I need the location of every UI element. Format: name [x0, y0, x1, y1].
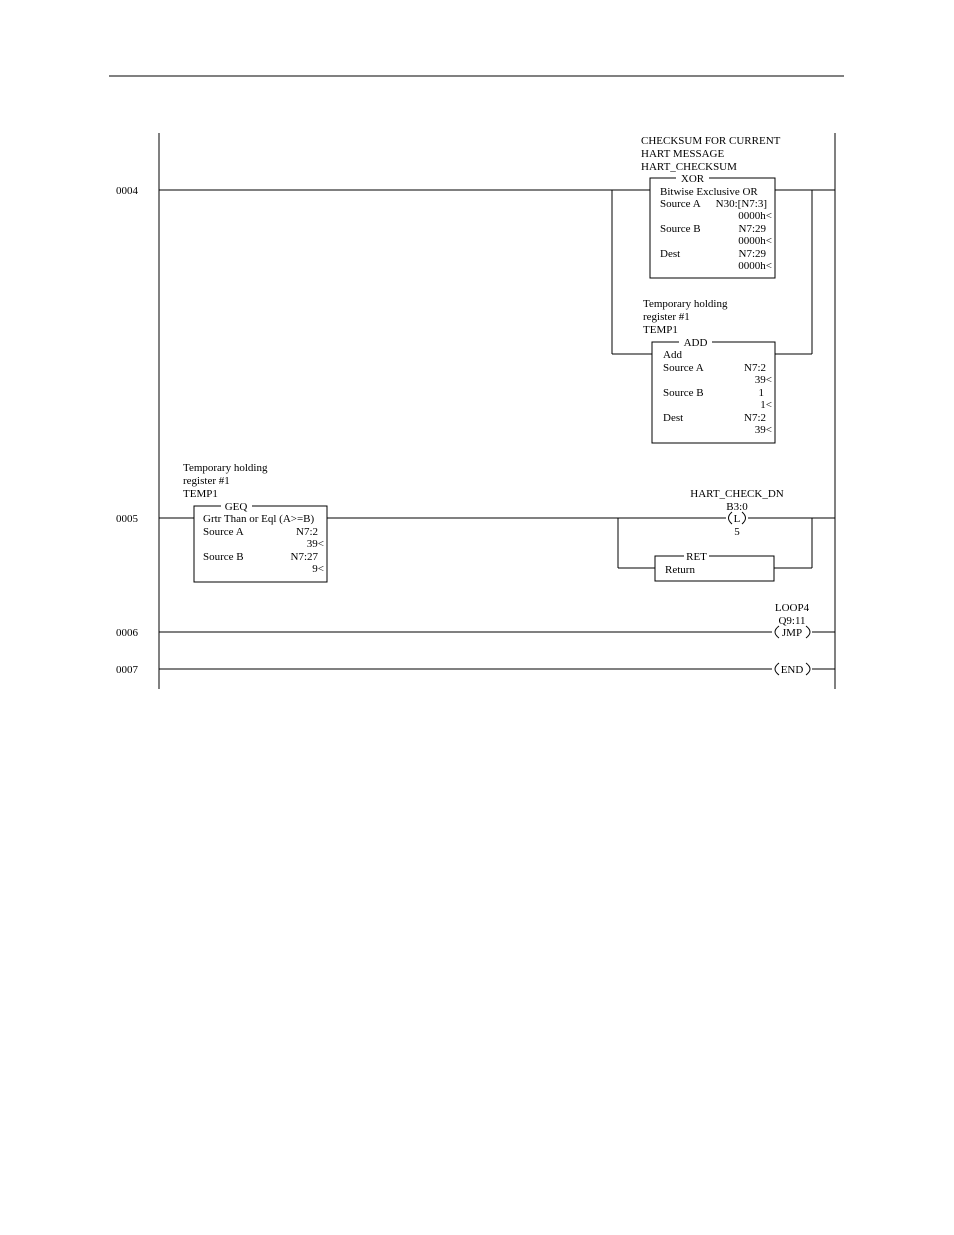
geq-comment-2: register #1: [183, 475, 230, 487]
add-source-a-value: 39<: [754, 374, 772, 386]
add-source-b-addr: 1: [758, 387, 764, 399]
end-instruction[interactable]: [775, 663, 810, 676]
xor-source-b-addr: N7:29: [738, 223, 766, 235]
add-source-a-label: Source A: [663, 362, 704, 374]
jmp-coil-left: [775, 626, 779, 638]
latch-addr: B3:0: [726, 501, 748, 513]
add-title: Add: [663, 349, 682, 361]
xor-source-b-value: 0000h<: [738, 235, 772, 247]
xor-comment-1: CHECKSUM FOR CURRENT: [641, 135, 781, 147]
xor-comment-2: HART MESSAGE: [641, 148, 725, 160]
xor-source-a-value: 0000h<: [738, 210, 772, 222]
geq-comment-1: Temporary holding: [183, 462, 268, 474]
add-source-b-label: Source B: [663, 387, 704, 399]
latch-coil[interactable]: [690, 488, 784, 538]
add-dest-value: 39<: [754, 424, 772, 436]
xor-source-b-label: Source B: [660, 223, 701, 235]
geq-source-b-value: 9<: [312, 563, 324, 575]
jmp-coil-right: [806, 626, 810, 638]
xor-comment-3: HART_CHECKSUM: [641, 161, 737, 173]
latch-coil-right: [742, 512, 746, 524]
geq-source-b-label: Source B: [203, 551, 244, 563]
xor-title: Bitwise Exclusive OR: [660, 186, 758, 198]
add-instruction[interactable]: [652, 337, 775, 443]
geq-instruction[interactable]: [194, 501, 327, 582]
ret-instruction[interactable]: [655, 551, 774, 581]
add-comment-3: TEMP1: [643, 324, 678, 336]
add-source-a-addr: N7:2: [744, 362, 766, 374]
xor-dest-value: 0000h<: [738, 260, 772, 272]
rung-number-0007: 0007: [116, 664, 138, 676]
end-coil-right: [806, 663, 810, 675]
geq-comment-3: TEMP1: [183, 488, 218, 500]
latch-bit: 5: [734, 526, 740, 538]
latch-symbol: L: [733, 513, 741, 525]
add-dest-addr: N7:2: [744, 412, 766, 424]
rung-number-0004: 0004: [116, 185, 138, 197]
end-symbol: END: [780, 664, 804, 676]
jmp-symbol: JMP: [781, 627, 803, 639]
xor-dest-label: Dest: [660, 248, 681, 260]
geq-title: Grtr Than or Eql (A>=B): [203, 513, 315, 525]
latch-coil-left: [729, 512, 733, 524]
xor-instruction[interactable]: [650, 173, 775, 278]
rung-number-0005: 0005: [116, 513, 138, 525]
add-dest-label: Dest: [663, 412, 684, 424]
jmp-coil[interactable]: [775, 602, 810, 639]
geq-mnemonic: GEQ: [224, 501, 248, 513]
rung-number-0006: 0006: [116, 627, 138, 639]
geq-source-a-addr: N7:2: [296, 526, 318, 538]
xor-mnemonic: XOR: [680, 173, 705, 185]
jmp-addr: Q9:11: [778, 615, 806, 627]
jmp-tag: LOOP4: [774, 602, 810, 614]
add-mnemonic: ADD: [683, 337, 708, 349]
geq-source-a-value: 39<: [306, 538, 324, 550]
xor-dest-addr: N7:29: [738, 248, 766, 260]
latch-tag: HART_CHECK_DN: [690, 488, 784, 500]
xor-source-a-label: Source A: [660, 198, 701, 210]
xor-source-a-addr: N30:[N7:3]: [715, 198, 767, 210]
end-coil-left: [775, 663, 779, 675]
ret-title: Return: [665, 564, 695, 576]
geq-source-b-addr: N7:27: [290, 551, 318, 563]
add-source-b-value: 1<: [760, 399, 772, 411]
add-comment-2: register #1: [643, 311, 690, 323]
geq-source-a-label: Source A: [203, 526, 244, 538]
ret-mnemonic: RET: [686, 551, 707, 563]
add-comment-1: Temporary holding: [643, 298, 728, 310]
